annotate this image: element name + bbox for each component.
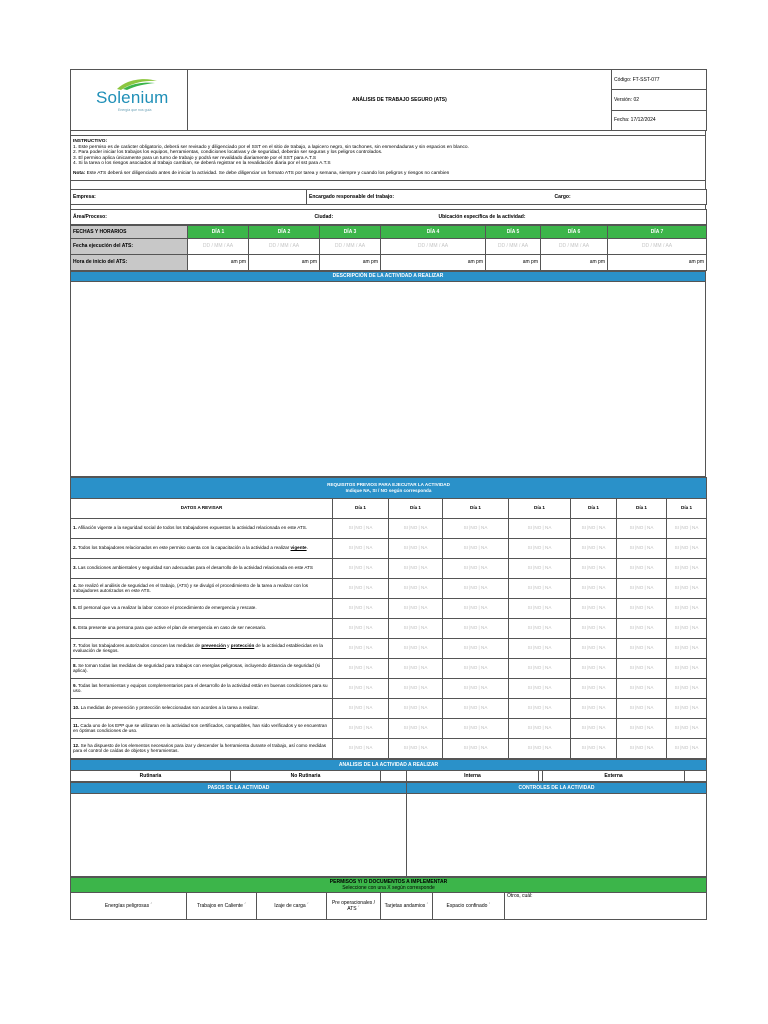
si-no-na-selector[interactable]: SI |NO | NA bbox=[443, 698, 509, 718]
requisito-text: 7. Todos los trabajadores autorizados conocen las medidas de prevención y protección de la actividad establecidas en la evaluación de riesgos. bbox=[71, 638, 333, 658]
analisis-section bbox=[70, 759, 707, 782]
si-no-na-selector[interactable]: SI |NO | NA bbox=[509, 518, 571, 538]
instructivo-line: 2. Para poder iniciar los trabajos los equipos, herramientas, condiciones locativas y de seguridad, deberán ser seguras y los peligros controlados. bbox=[73, 150, 383, 156]
table-row bbox=[71, 658, 707, 678]
empresa-field[interactable]: Empresa: bbox=[71, 189, 307, 204]
si-no-na-selector[interactable]: SI |NO | NA bbox=[389, 698, 443, 718]
si-no-na-selector[interactable]: SI |NO | NA bbox=[571, 518, 617, 538]
interna-option[interactable]: Interna bbox=[407, 770, 539, 781]
permiso-izaje[interactable]: Izaje de carga ´ bbox=[257, 892, 327, 919]
si-no-na-selector[interactable]: SI |NO | NA bbox=[571, 698, 617, 718]
si-no-na-selector[interactable]: SI |NO | NA bbox=[617, 598, 667, 618]
day-header: DÍA 5 bbox=[486, 225, 541, 238]
si-no-na-selector[interactable]: SI |NO | NA bbox=[667, 558, 707, 578]
si-no-na-selector[interactable]: SI |NO | NA bbox=[571, 658, 617, 678]
si-no-na-selector[interactable]: SI |NO | NA bbox=[389, 538, 443, 558]
permiso-confinado[interactable]: Espacio confinado ´ bbox=[433, 892, 505, 919]
req-day-header: Día 1 bbox=[509, 498, 571, 518]
controles-title: CONTROLES DE LA ACTIVIDAD bbox=[407, 782, 707, 793]
form-header bbox=[70, 69, 707, 131]
si-no-na-selector[interactable]: SI |NO | NA bbox=[389, 598, 443, 618]
table-row bbox=[71, 638, 707, 658]
pasos-title: PASOS DE LA ACTIVIDAD bbox=[71, 782, 407, 793]
time-input[interactable]: am pm bbox=[486, 254, 541, 270]
table-row bbox=[71, 578, 707, 598]
si-no-na-selector[interactable]: SI |NO | NA bbox=[571, 718, 617, 738]
logo-tagline: Energía que nos guía bbox=[118, 108, 152, 112]
si-no-na-selector[interactable]: SI |NO | NA bbox=[617, 698, 667, 718]
si-no-na-selector[interactable]: SI |NO | NA bbox=[509, 538, 571, 558]
date-input[interactable]: DD / MM / AA bbox=[381, 238, 486, 254]
si-no-na-selector[interactable]: SI |NO | NA bbox=[509, 598, 571, 618]
no-rutinaria-option[interactable]: No Rutinaria bbox=[231, 770, 381, 781]
day-header: DÍA 3 bbox=[320, 225, 381, 238]
logo bbox=[71, 70, 188, 131]
si-no-na-selector[interactable]: SI |NO | NA bbox=[617, 538, 667, 558]
table-row bbox=[71, 538, 707, 558]
requisitos-rows bbox=[71, 518, 707, 758]
checkbox-cell[interactable] bbox=[685, 770, 707, 781]
si-no-na-selector[interactable]: SI |NO | NA bbox=[333, 538, 389, 558]
requisito-text: 5. El personal que va a realizar la labor conoce el procedimiento de emergencia y rescate. bbox=[71, 598, 333, 618]
si-no-na-selector[interactable]: SI |NO | NA bbox=[389, 738, 443, 758]
si-no-na-selector[interactable]: SI |NO | NA bbox=[443, 598, 509, 618]
si-no-na-selector[interactable]: SI |NO | NA bbox=[333, 698, 389, 718]
si-no-na-selector[interactable]: SI |NO | NA bbox=[333, 518, 389, 538]
si-no-na-selector[interactable]: SI |NO | NA bbox=[443, 658, 509, 678]
si-no-na-selector[interactable]: SI |NO | NA bbox=[617, 738, 667, 758]
externa-option[interactable]: Externa bbox=[543, 770, 685, 781]
fecha: Fecha: 17/12/2024 bbox=[612, 110, 707, 130]
form-title: ANÁLISIS DE TRABAJO SEGURO (ATS) bbox=[188, 70, 612, 131]
day-header: DÍA 6 bbox=[541, 225, 608, 238]
schedule-table bbox=[70, 225, 707, 271]
time-input[interactable]: am pm bbox=[249, 254, 320, 270]
si-no-na-selector[interactable]: SI |NO | NA bbox=[389, 518, 443, 538]
date-input[interactable]: DD / MM / AA bbox=[249, 238, 320, 254]
si-no-na-selector[interactable]: SI |NO | NA bbox=[667, 618, 707, 638]
requisito-text: 1. Afiliación vigente a la seguridad social de todos los trabajadores expuestos la actividad relacionada en este ATS. bbox=[71, 518, 333, 538]
analisis-title: ANALISIS DE LA ACTIVIDAD A REALIZAR bbox=[71, 759, 707, 770]
req-day-header: Día 1 bbox=[389, 498, 443, 518]
si-no-na-selector[interactable]: SI |NO | NA bbox=[571, 578, 617, 598]
time-input[interactable]: am pm bbox=[381, 254, 486, 270]
si-no-na-selector[interactable]: SI |NO | NA bbox=[333, 658, 389, 678]
si-no-na-selector[interactable]: SI |NO | NA bbox=[443, 718, 509, 738]
si-no-na-selector[interactable]: SI |NO | NA bbox=[443, 558, 509, 578]
datos-header: DATOS A REVISAR bbox=[71, 498, 333, 518]
date-input[interactable]: DD / MM / AA bbox=[541, 238, 608, 254]
permiso-caliente[interactable]: Trabajos en Caliente ´ bbox=[187, 892, 257, 919]
checkbox-cell[interactable] bbox=[381, 770, 407, 781]
si-no-na-selector[interactable]: SI |NO | NA bbox=[509, 618, 571, 638]
pasos-controles bbox=[70, 782, 707, 877]
req-day-header: Día 1 bbox=[617, 498, 667, 518]
date-input[interactable]: DD / MM / AA bbox=[608, 238, 707, 254]
descripcion-textarea[interactable] bbox=[71, 281, 706, 476]
requisito-text: 12. Se ha dispuesto de los elementos necesarios para izar y descender la herramienta durante el trabajo, así como medidas para el control de caídas de objetos y herramientas. bbox=[71, 738, 333, 758]
requisito-text: 4. Se realizó el análisis de seguridad en el trabajo, (ATS) y se divulgó el procedimiento de la tarea a realizar con los trabajadores autorizados en este ATS. bbox=[71, 578, 333, 598]
si-no-na-selector[interactable]: SI |NO | NA bbox=[571, 638, 617, 658]
si-no-na-selector[interactable]: SI |NO | NA bbox=[667, 718, 707, 738]
instructivo-label: INSTRUCTIVO: bbox=[73, 139, 108, 144]
permiso-preoperacionales[interactable]: Pre operacionales / ATS ´ bbox=[327, 892, 381, 919]
schedule-header: FECHAS Y HORARIOS bbox=[71, 225, 188, 238]
si-no-na-selector[interactable]: SI |NO | NA bbox=[333, 618, 389, 638]
area-field[interactable]: Área/Proceso: bbox=[71, 209, 307, 224]
permiso-energias[interactable]: Energías peligrosas ´ bbox=[71, 892, 187, 919]
si-no-na-selector[interactable]: SI |NO | NA bbox=[667, 698, 707, 718]
si-no-na-selector[interactable]: SI |NO | NA bbox=[509, 658, 571, 678]
si-no-na-selector[interactable]: SI |NO | NA bbox=[667, 678, 707, 698]
si-no-na-selector[interactable]: SI |NO | NA bbox=[389, 618, 443, 638]
si-no-na-selector[interactable]: SI |NO | NA bbox=[443, 578, 509, 598]
req-day-header: Día 1 bbox=[667, 498, 707, 518]
requisito-text: 6. Esta presente una persona para que active el plan de emergencia en caso de ser necesario. bbox=[71, 618, 333, 638]
permiso-otros[interactable]: Otros, cuál: bbox=[505, 892, 707, 919]
si-no-na-selector[interactable]: SI |NO | NA bbox=[571, 618, 617, 638]
si-no-na-selector[interactable]: SI |NO | NA bbox=[443, 738, 509, 758]
day-header: DÍA 2 bbox=[249, 225, 320, 238]
time-input[interactable]: am pm bbox=[188, 254, 249, 270]
table-row bbox=[71, 618, 707, 638]
si-no-na-selector[interactable]: SI |NO | NA bbox=[443, 518, 509, 538]
cargo-field[interactable]: Cargo: bbox=[553, 189, 707, 204]
pasos-textarea[interactable] bbox=[71, 793, 407, 876]
si-no-na-selector[interactable]: SI |NO | NA bbox=[617, 718, 667, 738]
si-no-na-selector[interactable]: SI |NO | NA bbox=[571, 678, 617, 698]
ats-form bbox=[70, 69, 706, 920]
table-row bbox=[71, 738, 707, 758]
si-no-na-selector[interactable]: SI |NO | NA bbox=[571, 598, 617, 618]
day-header: DÍA 7 bbox=[608, 225, 707, 238]
requisito-text: 2. Todos los trabajadores relacionados en este permiso cuenta con la capacitación a la actividad a realizar vigente. bbox=[71, 538, 333, 558]
si-no-na-selector[interactable]: SI |NO | NA bbox=[333, 578, 389, 598]
instructivo-line: 3. El permiso aplica únicamente para un turno de trabajo y podrá ser revalidado diariamente por el SST para A.T.S bbox=[73, 155, 317, 161]
req-day-header: Día 1 bbox=[333, 498, 389, 518]
time-input[interactable]: am pm bbox=[320, 254, 381, 270]
si-no-na-selector[interactable]: SI |NO | NA bbox=[389, 658, 443, 678]
info-table-2 bbox=[70, 209, 707, 225]
encargado-field[interactable]: Encargado responsable del trabajo: bbox=[307, 189, 553, 204]
si-no-na-selector[interactable]: SI |NO | NA bbox=[617, 518, 667, 538]
si-no-na-selector[interactable]: SI |NO | NA bbox=[617, 558, 667, 578]
day-header: DÍA 1 bbox=[188, 225, 249, 238]
descripcion-section bbox=[70, 271, 706, 477]
requisito-text: 3. Las condiciones ambientales y seguridad son adecuadas para el desarrollo de la actividad relacionada en este ATS bbox=[71, 558, 333, 578]
si-no-na-selector[interactable]: SI |NO | NA bbox=[333, 718, 389, 738]
si-no-na-selector[interactable]: SI |NO | NA bbox=[667, 538, 707, 558]
descripcion-title: DESCRIPCIÓN DE LA ACTIVIDAD A REALIZAR bbox=[71, 271, 706, 281]
si-no-na-selector[interactable]: SI |NO | NA bbox=[617, 578, 667, 598]
instructivo-line: 4. Si la tarea o los riesgos asociados al trabajo cambian, se deberá registrar en la revalidación diaria por el sst para A.T.S bbox=[73, 161, 331, 167]
si-no-na-selector[interactable]: SI |NO | NA bbox=[571, 558, 617, 578]
table-row bbox=[71, 558, 707, 578]
version: Versión: 02 bbox=[612, 90, 707, 110]
si-no-na-selector[interactable]: SI |NO | NA bbox=[333, 558, 389, 578]
table-row bbox=[71, 518, 707, 538]
si-no-na-selector[interactable]: SI |NO | NA bbox=[389, 578, 443, 598]
si-no-na-selector[interactable]: SI |NO | NA bbox=[333, 638, 389, 658]
si-no-na-selector[interactable]: SI |NO | NA bbox=[509, 578, 571, 598]
req-day-header: Día 1 bbox=[443, 498, 509, 518]
rutinaria-option[interactable]: Rutinaria bbox=[71, 770, 231, 781]
si-no-na-selector[interactable]: SI |NO | NA bbox=[389, 558, 443, 578]
si-no-na-selector[interactable]: SI |NO | NA bbox=[333, 598, 389, 618]
nota: Nota: Este ATS deberá ser diligenciado antes de iniciar la actividad. Se debe diligenciar un formato ATS por tarea y semana, siempre y cuando los peligros y riesgos no cambien bbox=[73, 170, 450, 176]
si-no-na-selector[interactable]: SI |NO | NA bbox=[509, 558, 571, 578]
si-no-na-selector[interactable]: SI |NO | NA bbox=[509, 638, 571, 658]
time-input[interactable]: am pm bbox=[608, 254, 707, 270]
logo-wordmark: Solenium bbox=[96, 88, 169, 107]
ciudad-field[interactable]: Ciudad: bbox=[307, 209, 437, 224]
time-input[interactable]: am pm bbox=[541, 254, 608, 270]
si-no-na-selector[interactable]: SI |NO | NA bbox=[617, 638, 667, 658]
date-input[interactable]: DD / MM / AA bbox=[320, 238, 381, 254]
spacer bbox=[70, 181, 706, 189]
si-no-na-selector[interactable]: SI |NO | NA bbox=[667, 578, 707, 598]
si-no-na-selector[interactable]: SI |NO | NA bbox=[571, 738, 617, 758]
date-input[interactable]: DD / MM / AA bbox=[486, 238, 541, 254]
permiso-andamios[interactable]: Tarjetas andamios ´ bbox=[381, 892, 433, 919]
info-table bbox=[70, 189, 707, 205]
si-no-na-selector[interactable]: SI |NO | NA bbox=[509, 678, 571, 698]
si-no-na-selector[interactable]: SI |NO | NA bbox=[667, 738, 707, 758]
ubicacion-field[interactable]: Ubicación específica de la actividad: bbox=[437, 209, 707, 224]
si-no-na-selector[interactable]: SI |NO | NA bbox=[509, 718, 571, 738]
hora-inicio-label: Hora de inicio del ATS: bbox=[71, 254, 188, 270]
day-header: DÍA 4 bbox=[381, 225, 486, 238]
si-no-na-selector[interactable]: SI |NO | NA bbox=[509, 698, 571, 718]
req-day-header: Día 1 bbox=[571, 498, 617, 518]
si-no-na-selector[interactable]: SI |NO | NA bbox=[443, 538, 509, 558]
si-no-na-selector[interactable]: SI |NO | NA bbox=[389, 718, 443, 738]
fecha-ejecucion-label: Fecha ejecución del ATS: bbox=[71, 238, 188, 254]
requisitos-table bbox=[70, 477, 707, 759]
requisito-text: 9. Todas las herramientas y equipos complementarios para el desarrollo de la actividad están en buenas condiciones para su uso. bbox=[71, 678, 333, 698]
si-no-na-selector[interactable]: SI |NO | NA bbox=[333, 678, 389, 698]
si-no-na-selector[interactable]: SI |NO | NA bbox=[389, 678, 443, 698]
requisito-text: 8. Se toman todas las medidas de seguridad para trabajos con energías peligrosas, incluyendo distancia de seguridad (si aplica). bbox=[71, 658, 333, 678]
table-row bbox=[71, 678, 707, 698]
si-no-na-selector[interactable]: SI |NO | NA bbox=[389, 638, 443, 658]
requisitos-title: REQUISITOS PREVIOS PARA EJECUTAR LA ACTIVIDAD Indique NA, SI / NO según corresponda bbox=[71, 477, 707, 498]
si-no-na-selector[interactable]: SI |NO | NA bbox=[617, 658, 667, 678]
si-no-na-selector[interactable]: SI |NO | NA bbox=[443, 638, 509, 658]
si-no-na-selector[interactable]: SI |NO | NA bbox=[571, 538, 617, 558]
table-row bbox=[71, 598, 707, 618]
requisito-text: 10. La medidas de prevención y protección seleccionadas son acordes a la tarea a realizar. bbox=[71, 698, 333, 718]
permisos-title: PERMISOS Y/ O DOCUMENTOS A IMPLEMENTAR Seleccione con una X según corresponde bbox=[71, 877, 707, 892]
instructivo bbox=[70, 135, 706, 181]
controles-textarea[interactable] bbox=[407, 793, 707, 876]
si-no-na-selector[interactable]: SI |NO | NA bbox=[443, 678, 509, 698]
si-no-na-selector[interactable]: SI |NO | NA bbox=[617, 618, 667, 638]
si-no-na-selector[interactable]: SI |NO | NA bbox=[667, 598, 707, 618]
requisito-text: 11. Cada uno de los EPP que se utilizaran en la actividad son certificados, compatibles, han sido verificados y se encuentran en óptimas condiciones de uso. bbox=[71, 718, 333, 738]
si-no-na-selector[interactable]: SI |NO | NA bbox=[443, 618, 509, 638]
si-no-na-selector[interactable]: SI |NO | NA bbox=[667, 658, 707, 678]
si-no-na-selector[interactable]: SI |NO | NA bbox=[509, 738, 571, 758]
instructivo-line: 1. Este permiso es de carácter obligatorio, deberá ser revisado y diligenciado por el SST en el sitio de trabajo, a lapicero negro, sin tachones, sin enmendaduras y sin espacios en blanco. bbox=[73, 144, 469, 150]
si-no-na-selector[interactable]: SI |NO | NA bbox=[667, 638, 707, 658]
permisos-section bbox=[70, 877, 707, 920]
table-row bbox=[71, 698, 707, 718]
si-no-na-selector[interactable]: SI |NO | NA bbox=[667, 518, 707, 538]
table-row bbox=[71, 718, 707, 738]
codigo: Código: FT-SST-077 bbox=[612, 70, 707, 90]
si-no-na-selector[interactable]: SI |NO | NA bbox=[333, 738, 389, 758]
date-input[interactable]: DD / MM / AA bbox=[188, 238, 249, 254]
si-no-na-selector[interactable]: SI |NO | NA bbox=[617, 678, 667, 698]
